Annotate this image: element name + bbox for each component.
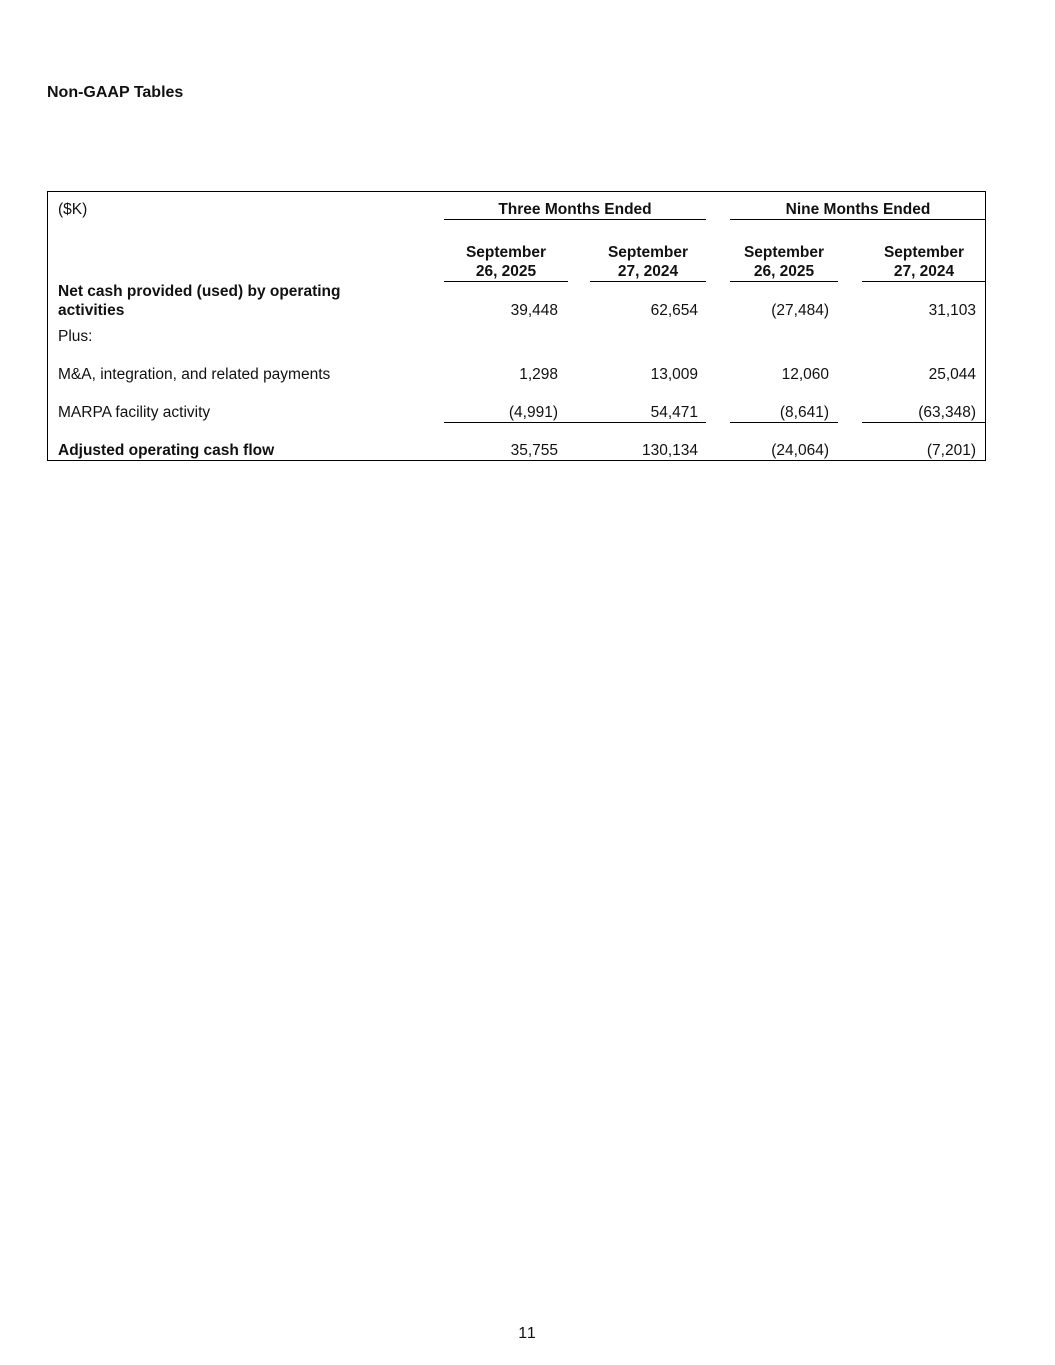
column-header-2-line1: September — [607, 244, 689, 261]
column-underline-1 — [444, 281, 568, 282]
row-label-ma-payments: M&A, integration, and related payments — [58, 366, 331, 383]
unit-label: ($K) — [58, 201, 88, 218]
row-label-marpa: MARPA facility activity — [58, 404, 211, 421]
column-header-3 — [730, 243, 838, 281]
marpa-q3-2025: (4,991) — [508, 404, 558, 421]
adjusted-ocf-9m-2024: (7,201) — [926, 442, 976, 459]
net-cash-q3-2025: 39,448 — [510, 302, 558, 319]
subtotal-rule-three-months — [444, 422, 706, 423]
group-underline-nine-months — [730, 219, 986, 220]
row-label-net-cash-line1: Net cash provided (used) by operating — [58, 283, 341, 300]
column-header-1-line2: 26, 2025 — [475, 263, 537, 280]
column-header-3-line2: 26, 2025 — [753, 263, 815, 280]
marpa-9m-2025: (8,641) — [779, 404, 829, 421]
subtotal-rule-9m-2024 — [862, 422, 986, 423]
column-header-1-line1: September — [465, 244, 547, 261]
row-label-adjusted-ocf: Adjusted operating cash flow — [58, 442, 275, 459]
column-underline-4 — [862, 281, 986, 282]
net-cash-q3-2024: 62,654 — [650, 302, 698, 319]
ma-payments-9m-2025: 12,060 — [781, 366, 829, 383]
column-header-4-line2: 27, 2024 — [893, 263, 955, 280]
net-cash-9m-2025: (27,484) — [771, 302, 829, 319]
ma-payments-q3-2024: 13,009 — [650, 366, 698, 383]
marpa-q3-2024: 54,471 — [650, 404, 698, 421]
page-number: 11 — [518, 1325, 537, 1342]
row-label-net-cash — [58, 282, 341, 320]
column-underline-2 — [590, 281, 706, 282]
adjusted-ocf-q3-2025: 35,755 — [510, 442, 558, 459]
section-title: Non-GAAP Tables — [47, 84, 184, 101]
non-gaap-table — [47, 191, 986, 461]
column-underline-3 — [730, 281, 838, 282]
adjusted-ocf-9m-2025: (24,064) — [771, 442, 829, 459]
column-header-2-line2: 27, 2024 — [617, 263, 679, 280]
subtotal-rule-9m-2025 — [730, 422, 838, 423]
group-header-nine-months: Nine Months Ended — [785, 201, 931, 218]
column-header-2 — [590, 243, 706, 281]
marpa-9m-2024: (63,348) — [918, 404, 976, 421]
column-header-4-line1: September — [883, 244, 965, 261]
group-header-three-months: Three Months Ended — [498, 201, 652, 218]
group-underline-three-months — [444, 219, 706, 220]
column-header-4 — [862, 243, 986, 281]
adjusted-ocf-q3-2024: 130,134 — [641, 442, 698, 459]
row-label-plus: Plus: — [58, 328, 93, 345]
row-label-net-cash-line2: activities — [58, 302, 125, 319]
net-cash-9m-2024: 31,103 — [928, 302, 976, 319]
column-header-3-line1: September — [743, 244, 825, 261]
ma-payments-9m-2024: 25,044 — [928, 366, 976, 383]
ma-payments-q3-2025: 1,298 — [519, 366, 558, 383]
column-header-1 — [444, 243, 568, 281]
